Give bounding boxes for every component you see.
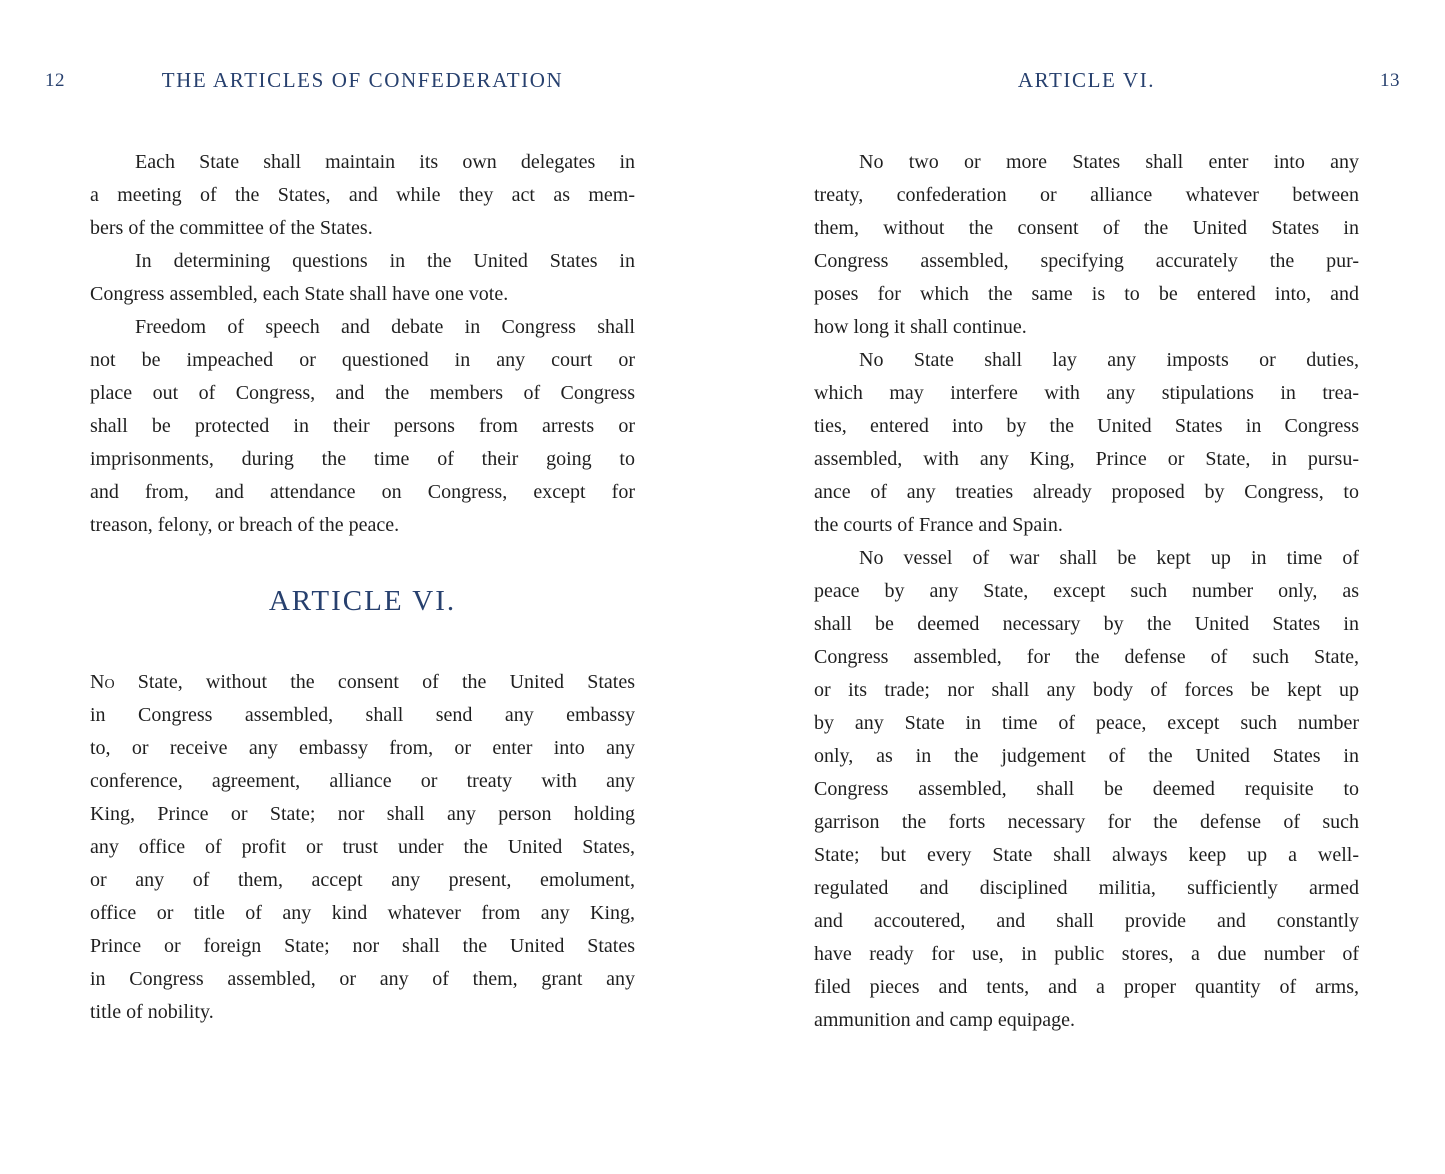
paragraph <box>814 542 1359 1037</box>
text-line: by any State in time of peace, except such number <box>814 712 1359 734</box>
text-line: garrison the forts necessary for the defense of such <box>814 811 1359 833</box>
text-line: Congress assembled, specifying accurately the pur- <box>814 250 1359 272</box>
text-line: shall be protected in their persons from arrests or <box>90 415 635 437</box>
text-line: imprisonments, during the time of their going to <box>90 448 635 470</box>
paragraph-group <box>814 146 1359 1037</box>
text-line: assembled, with any King, Prince or State, in pursu- <box>814 448 1359 470</box>
paragraph-group <box>90 146 635 542</box>
text-line: No vessel of war shall be kept up in time of <box>859 547 1359 569</box>
text-line: office or title of any kind whatever from any King, <box>90 902 635 924</box>
text-line: place out of Congress, and the members of Congress <box>90 382 635 404</box>
paragraph <box>90 245 635 311</box>
text-line: ance of any treaties already proposed by Congress, to <box>814 481 1359 503</box>
text-line: only, as in the judgement of the United States in <box>814 745 1359 767</box>
text-line: treaty, confederation or alliance whatever between <box>814 184 1359 206</box>
text-line: Congress assembled, each State shall have one vote. <box>90 283 509 305</box>
text-line: State; but every State shall always keep up a well- <box>814 844 1359 866</box>
text-line: treason, felony, or breach of the peace. <box>90 514 400 536</box>
text-line: poses for which the same is to be entered into, and <box>814 283 1359 305</box>
text-line: them, without the consent of the United States in <box>814 217 1359 239</box>
text-line: ties, entered into by the United States in Congress <box>814 415 1359 437</box>
paragraph <box>814 344 1359 542</box>
text-line: which may interfere with any stipulations in trea- <box>814 382 1359 404</box>
text-line: No State shall lay any imposts or duties, <box>859 349 1359 371</box>
page-number-right: 13 <box>1380 70 1400 91</box>
article-heading: ARTICLE VI. <box>268 585 457 617</box>
text-line: or its trade; nor shall any body of forces be kept up <box>814 679 1359 701</box>
text-line: Congress assembled, for the defense of such State, <box>814 646 1359 668</box>
text-line: any office of profit or trust under the United States, <box>90 836 635 858</box>
text-line: Prince or foreign State; nor shall the United States <box>90 935 635 957</box>
text-column-right <box>814 146 1359 1037</box>
text-line: shall be deemed necessary by the United States in <box>814 613 1359 635</box>
text-line: conference, agreement, alliance or treaty with any <box>90 770 635 792</box>
text-line: No State, without the consent of the United States <box>90 671 635 693</box>
paragraph-group <box>90 666 635 1029</box>
text-line: title of nobility. <box>90 1001 214 1023</box>
text-line: ammunition and camp equipage. <box>814 1009 1076 1031</box>
text-line: in Congress assembled, shall send any embassy <box>90 704 635 726</box>
text-line: have ready for use, in public stores, a due number of <box>814 943 1359 965</box>
text-line: Congress assembled, shall be deemed requisite to <box>814 778 1359 800</box>
text-line: No two or more States shall enter into any <box>859 151 1359 173</box>
paragraph <box>90 666 635 1029</box>
page-number-left: 12 <box>45 70 65 91</box>
text-line: peace by any State, except such number only, as <box>814 580 1359 602</box>
text-line: King, Prince or State; nor shall any person holding <box>90 803 635 825</box>
paragraph <box>90 146 635 245</box>
text-line: a meeting of the States, and while they act as mem- <box>90 184 635 206</box>
text-line: or any of them, accept any present, emolument, <box>90 869 635 891</box>
text-line: to, or receive any embassy from, or enter into any <box>90 737 635 759</box>
text-line: how long it shall continue. <box>814 316 1027 338</box>
text-line: the courts of France and Spain. <box>814 514 1063 536</box>
paragraph <box>90 311 635 542</box>
text-line: in Congress assembled, or any of them, grant any <box>90 968 635 990</box>
text-line: bers of the committee of the States. <box>90 217 373 239</box>
text-line: In determining questions in the United States in <box>135 250 635 272</box>
text-line: Each State shall maintain its own delegates in <box>135 151 635 173</box>
text-column-left <box>90 146 635 1029</box>
paragraph <box>814 146 1359 344</box>
text-line: filed pieces and tents, and a proper quantity of arms, <box>814 976 1359 998</box>
text-line: and from, and attendance on Congress, except for <box>90 481 635 503</box>
small-caps-lead-word: No <box>90 671 115 693</box>
text-line: not be impeached or questioned in any court or <box>90 349 635 371</box>
text-line: and accoutered, and shall provide and constantly <box>814 910 1359 932</box>
text-line: Freedom of speech and debate in Congress shall <box>135 316 635 338</box>
running-head-right: ARTICLE VI. <box>1017 68 1156 92</box>
text-line: regulated and disciplined militia, sufficiently armed <box>814 877 1359 899</box>
running-head-left: THE ARTICLES OF CONFEDERATION <box>161 68 564 92</box>
